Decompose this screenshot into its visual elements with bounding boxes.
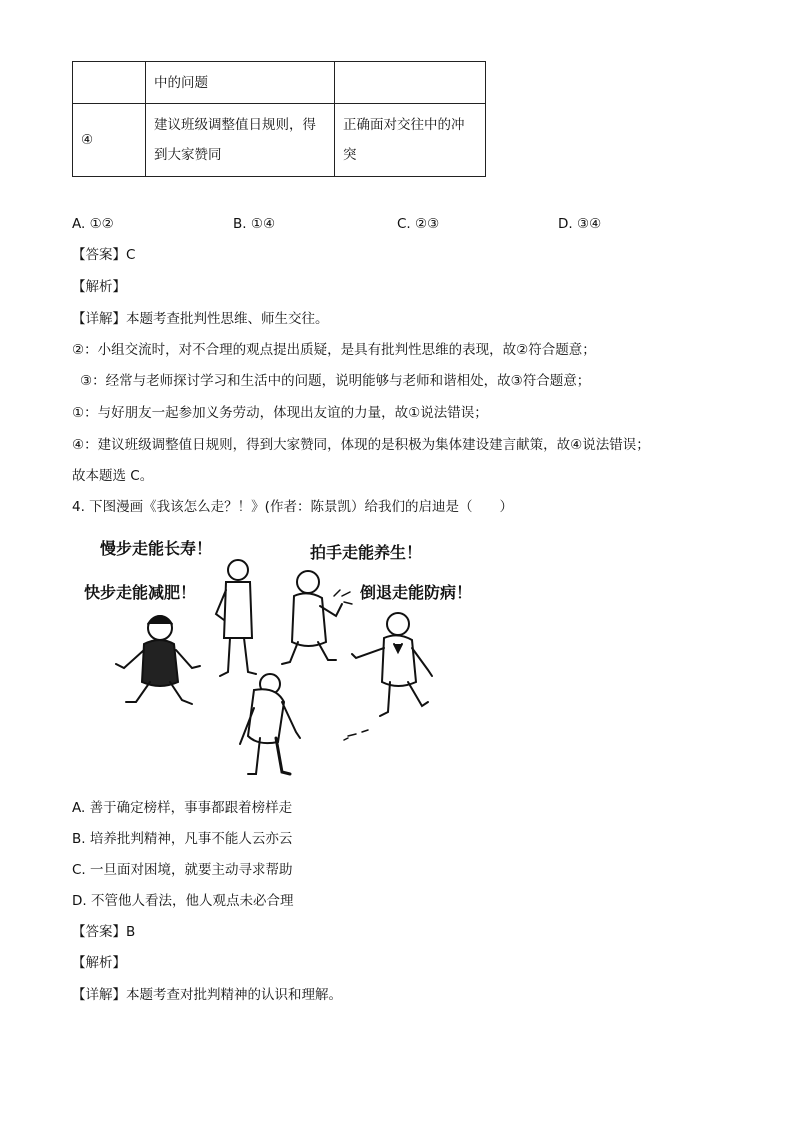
comic-caption: 快步走能减肥！ <box>84 583 197 602</box>
answer-value: C <box>126 247 136 263</box>
q4-analysis-tag: 【解析】 <box>72 955 126 971</box>
comic-caption: 慢步走能长寿！ <box>100 539 213 558</box>
table-cell: 中的问题 <box>146 62 335 104</box>
table-row <box>73 62 486 104</box>
cell-line: 到大家赞同 <box>154 147 222 163</box>
q4-answer <box>72 922 135 942</box>
table-row <box>73 104 486 177</box>
table-cell <box>73 62 146 104</box>
backward-walker-figure <box>344 613 432 740</box>
option-d: D. ③④ <box>558 216 602 232</box>
clapping-walker-figure <box>282 571 352 664</box>
q3-analysis-tag: 【解析】 <box>72 279 126 295</box>
comic-caption: 倒退走能防病！ <box>360 583 473 602</box>
q4-option-b: B. 培养批判精神，凡事不能人云亦云 <box>72 831 293 847</box>
q3-line: ①：与好朋友一起参加义务劳动，体现出友谊的力量，故①说法错误； <box>72 405 488 421</box>
slow-walker-figure <box>216 560 256 676</box>
q3-options <box>72 214 672 234</box>
q3-line: ③：经常与老师探讨学习和生活中的问题，说明能够与老师和谐相处，故③符合题意； <box>80 373 591 389</box>
q3-line: ②：小组交流时，对不合理的观点提出质疑，是具有批判性思维的表现，故②符合题意； <box>72 342 596 358</box>
q4-option-d: D. 不管他人看法，他人观点未必合理 <box>72 893 294 909</box>
option-b: B. ①④ <box>233 216 276 232</box>
table-cell <box>146 104 335 177</box>
answer-tag: 【答案】 <box>72 247 126 263</box>
bent-walker-figure <box>240 674 300 774</box>
answer-tag: 【答案】 <box>72 924 126 940</box>
q3-line: 故本题选 C。 <box>72 468 154 484</box>
q3-line: ④：建议班级调整值日规则，得到大家赞同，体现的是积极为集体建设建言献策，故④说法错误； <box>72 437 650 453</box>
cell-line: 建议班级调整值日规则，得 <box>154 117 316 133</box>
q4-stem: 4. 下图漫画《我该怎么走？！》(作者：陈景凯）给我们的启迪是（ ） <box>72 499 513 515</box>
table-cell <box>335 62 486 104</box>
cell-line: 突 <box>343 147 357 163</box>
option-c: C. ②③ <box>397 216 440 232</box>
fast-walker-figure <box>116 616 200 704</box>
cell-line: 正确面对交往中的冲 <box>343 117 465 133</box>
q4-option-c: C. 一旦面对困境，就要主动寻求帮助 <box>72 862 293 878</box>
q3-detail: 【详解】本题考查批判性思维、师生交往。 <box>72 311 329 327</box>
q4-detail: 【详解】本题考查对批判精神的认识和理解。 <box>72 987 342 1003</box>
option-a: A. ①② <box>72 216 114 232</box>
answer-table <box>72 61 486 177</box>
answer-value: B <box>126 924 136 940</box>
comic-illustration <box>78 532 498 782</box>
table-cell <box>335 104 486 177</box>
table-cell: ④ <box>73 104 146 177</box>
q3-answer <box>72 245 135 265</box>
comic-caption: 拍手走能养生！ <box>310 543 423 562</box>
q4-option-a: A. 善于确定榜样，事事都跟着榜样走 <box>72 800 293 816</box>
